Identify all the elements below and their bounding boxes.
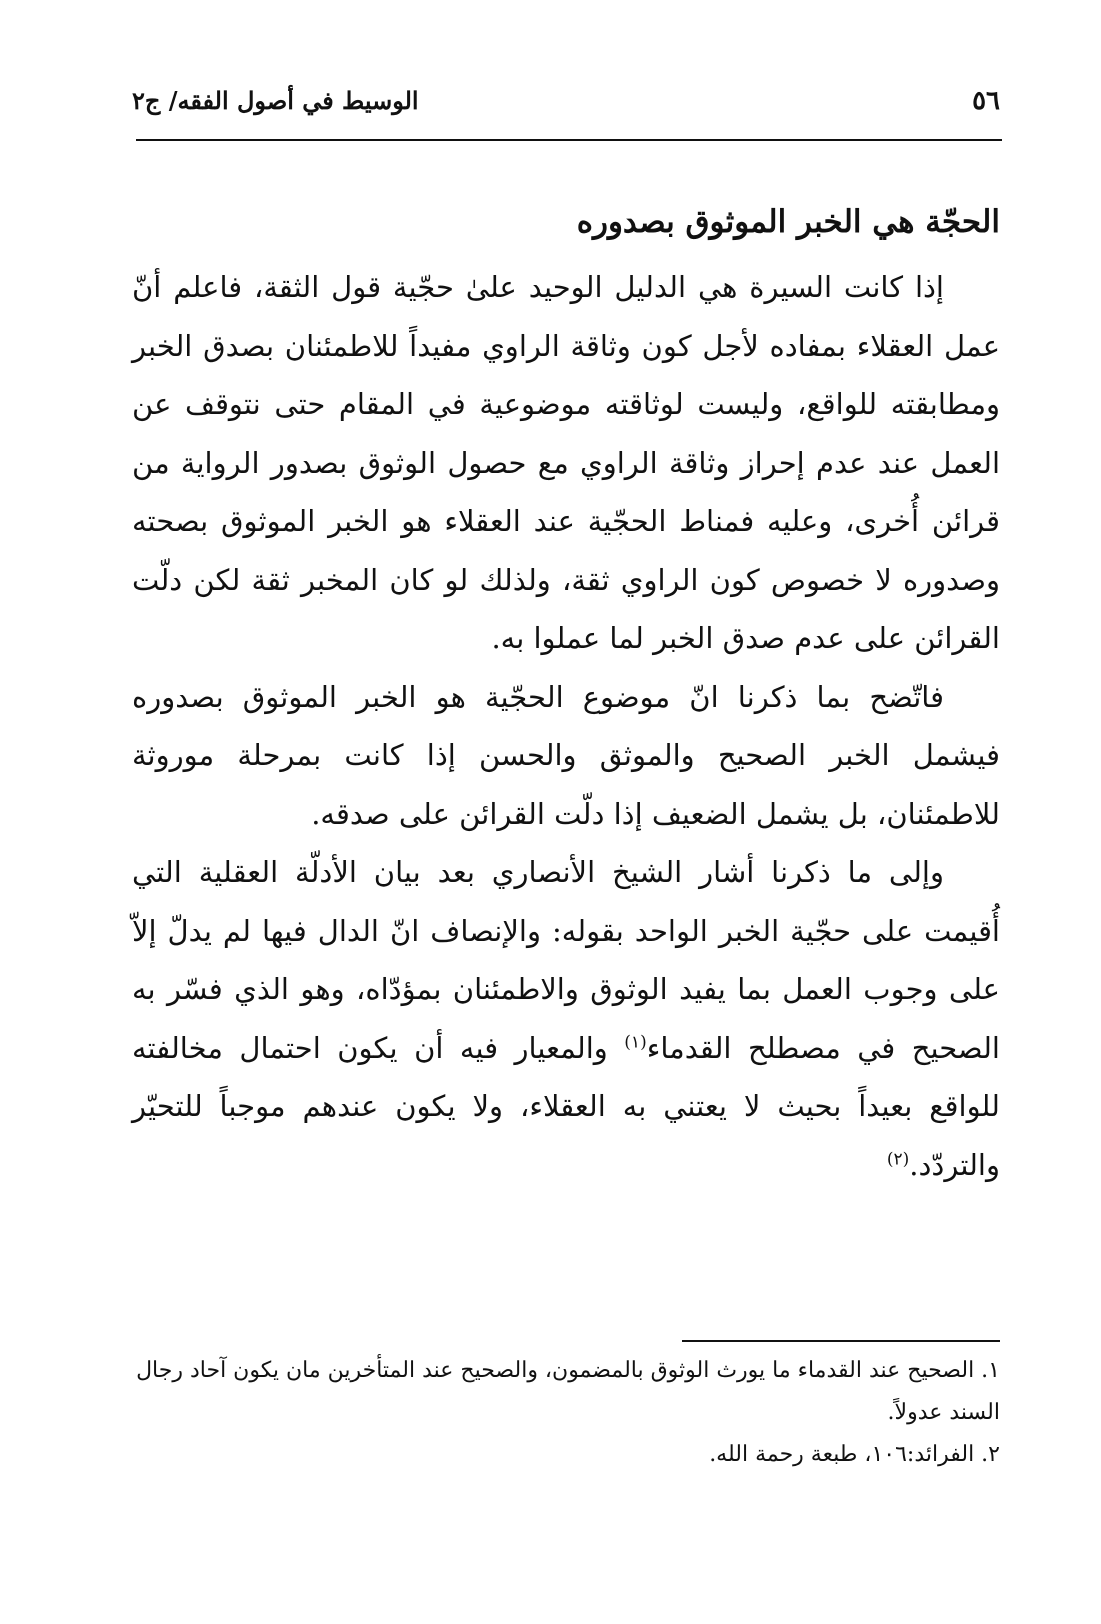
paragraph-3-part-1: وإلى ما ذكرنا أشار الشيخ الأنصاري بعد بيان الأدلّة العقلية التي أُقيمت على حجّية الخبر الواحد بقوله: والإنصاف انّ الدال فيها لم يدلّ إلاّ على وجوب العمل بما يفيد الوثوق والاطمئنان بمؤدّاه، وهو الذي فسّر به الصحيح في مصطلح القدماء bbox=[132, 855, 1000, 1065]
paragraph-2: فاتّضح بما ذكرنا انّ موضوع الحجّية هو الخبر الموثوق بصدوره فيشمل الخبر الصحيح والموثق والحسن إذا كانت بمرحلة موروثة للاطمئنان، بل يشمل الضعيف إذا دلّت القرائن على صدقه. bbox=[132, 679, 1000, 831]
main-content bbox=[132, 196, 1000, 1194]
paragraph-3 bbox=[132, 843, 1000, 1194]
footnote-ref-2: (٢) bbox=[886, 1148, 910, 1169]
running-title: الوسيط في أصول الفقه/ ج٢ bbox=[132, 86, 419, 115]
footnotes bbox=[122, 1350, 1000, 1476]
header-divider bbox=[136, 139, 1002, 141]
page-number: ٥٦ bbox=[972, 86, 1000, 116]
footnote-ref-1: (١) bbox=[624, 1031, 647, 1052]
paragraph-1: إذا كانت السيرة هي الدليل الوحيد علىٰ حجّية قول الثقة، فاعلم أنّ عمل العقلاء بمفاده لأجل كون وثاقة الراوي مفيداً للاطمئنان بصدق الخبر ومطابقته للواقع، وليست لوثاقته موضوعية في المقام حتى نتوقف عن العمل عند عدم إحراز وثاقة الراوي مع حصول الوثوق بصدور الرواية من قرائن أُخرى، وعليه فمناط الحجّية عند العقلاء هو الخبر الموثوق بصحته وصدوره لا خصوص كون الراوي ثقة، ولذلك لو كان المخبر ثقة لكن دلّت القرائن على عدم صدق الخبر لما عملوا به. bbox=[132, 270, 1000, 655]
section-title: الحجّة هي الخبر الموثوق بصدوره bbox=[576, 204, 1000, 240]
footnote-1: ١. الصحيح عند القدماء ما يورث الوثوق بالمضمون، والصحيح عند المتأخرين مان يكون آحاد رجال السند عدولاً. bbox=[136, 1358, 1000, 1425]
footnote-divider bbox=[682, 1340, 1000, 1342]
paragraph-3-part-2: والمعيار فيه أن يكون احتمال مخالفته للواقع بعيداً بحيث لا يعتني به العقلاء، ولا يكون عندهم موجباً للتحيّر والتردّد. bbox=[132, 1030, 1000, 1182]
page-header bbox=[132, 86, 1000, 132]
footnote-2: ٢. الفرائد:١٠٦، طبعة رحمة الله. bbox=[709, 1442, 1000, 1467]
